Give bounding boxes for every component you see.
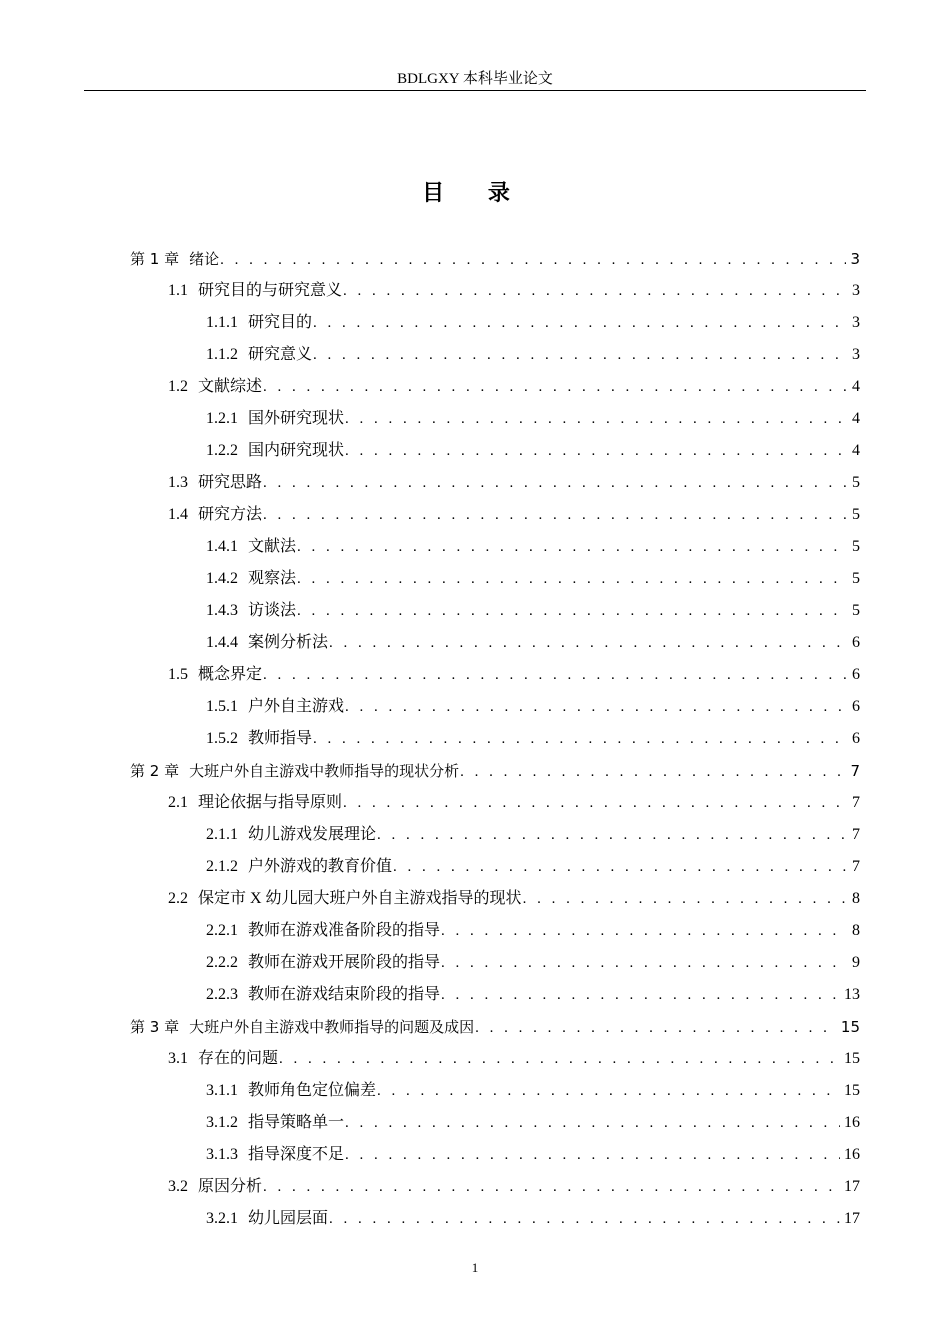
toc-entry-title: 教师在游戏结束阶段的指导 bbox=[248, 986, 441, 1003]
dot-leader bbox=[297, 563, 848, 595]
toc-entry-title: 教师在游戏开展阶段的指导 bbox=[248, 954, 441, 971]
dot-leader bbox=[263, 371, 848, 403]
toc-entry-label bbox=[168, 1043, 278, 1075]
toc-entry-title: 户外游戏的教育价值 bbox=[248, 858, 393, 875]
toc-entry[interactable] bbox=[130, 947, 860, 979]
toc-entry-label bbox=[168, 1171, 262, 1203]
toc-entry[interactable] bbox=[130, 467, 860, 499]
toc-entry-page: 4 bbox=[852, 410, 860, 427]
toc-entry-page: 5 bbox=[852, 506, 860, 523]
toc-entry-label bbox=[206, 947, 440, 979]
toc-entry-title: 原因分析 bbox=[198, 1178, 263, 1195]
toc-entry-title: 研究思路 bbox=[198, 474, 263, 491]
dot-leader bbox=[523, 883, 848, 915]
toc-entry-number: 1.2.2 bbox=[206, 442, 238, 459]
dot-leader bbox=[460, 756, 846, 788]
toc-title: 目 录 bbox=[422, 181, 528, 206]
toc-entry-number: 第 1 章 bbox=[130, 250, 180, 268]
toc-entry[interactable] bbox=[130, 1075, 860, 1107]
toc-entry-title: 幼儿园层面 bbox=[248, 1210, 329, 1227]
toc-entry-title: 幼儿游戏发展理论 bbox=[248, 826, 377, 843]
toc-entry-number: 2.2.3 bbox=[206, 986, 238, 1003]
toc-entry-label bbox=[168, 467, 262, 499]
dot-leader bbox=[345, 1139, 840, 1171]
toc-entry-label bbox=[130, 243, 219, 275]
dot-leader bbox=[263, 499, 848, 531]
toc-entry-title: 文献综述 bbox=[198, 378, 263, 395]
toc-entry-title: 研究方法 bbox=[198, 506, 263, 523]
toc-entry[interactable] bbox=[130, 339, 860, 371]
toc-entry-page: 6 bbox=[852, 698, 860, 715]
toc-entry-page: 4 bbox=[852, 378, 860, 395]
toc-entry-page: 3 bbox=[850, 250, 860, 268]
dot-leader bbox=[377, 819, 848, 851]
toc-entry-number: 1.3 bbox=[168, 474, 188, 491]
dot-leader bbox=[263, 1171, 840, 1203]
dot-leader bbox=[263, 467, 848, 499]
toc-entry-page: 16 bbox=[844, 1114, 860, 1131]
toc-entry-number: 1.4.1 bbox=[206, 538, 238, 555]
dot-leader bbox=[343, 275, 848, 307]
toc-entry-label bbox=[206, 339, 312, 371]
toc-entry-number: 3.2.1 bbox=[206, 1210, 238, 1227]
toc-entry[interactable] bbox=[130, 819, 860, 851]
toc-entry-page: 6 bbox=[852, 730, 860, 747]
toc-entry-label bbox=[206, 1139, 344, 1171]
toc-entry-page: 6 bbox=[852, 634, 860, 651]
toc-entry[interactable] bbox=[130, 755, 860, 787]
toc-entry-page: 9 bbox=[852, 954, 860, 971]
toc-entry-title: 大班户外自主游戏中教师指导的现状分析 bbox=[189, 762, 460, 780]
toc-entry-title: 户外自主游戏 bbox=[248, 698, 345, 715]
toc-entry-label bbox=[206, 627, 328, 659]
toc-entry-title: 大班户外自主游戏中教师指导的问题及成因 bbox=[189, 1018, 475, 1036]
toc-entry-number: 3.1.2 bbox=[206, 1114, 238, 1131]
toc-entry[interactable] bbox=[130, 883, 860, 915]
toc-entry-title: 指导策略单一 bbox=[248, 1114, 345, 1131]
toc-entry-number: 第 2 章 bbox=[130, 762, 180, 780]
toc-entry-page: 7 bbox=[852, 858, 860, 875]
toc-entry-page: 4 bbox=[852, 442, 860, 459]
toc-entry[interactable] bbox=[130, 851, 860, 883]
toc-entry-number: 2.2.1 bbox=[206, 922, 238, 939]
toc-entry-page: 7 bbox=[852, 826, 860, 843]
toc-entry[interactable] bbox=[130, 531, 860, 563]
toc-entry-number: 2.1 bbox=[168, 794, 188, 811]
toc-entry-label bbox=[206, 435, 344, 467]
toc-entry-label bbox=[206, 531, 296, 563]
toc-entry-number: 1.4.4 bbox=[206, 634, 238, 651]
toc-entry[interactable] bbox=[130, 499, 860, 531]
dot-leader bbox=[329, 627, 848, 659]
toc-entry-number: 1.5.2 bbox=[206, 730, 238, 747]
toc-entry[interactable] bbox=[130, 403, 860, 435]
toc-entry-title: 教师在游戏准备阶段的指导 bbox=[248, 922, 441, 939]
dot-leader bbox=[475, 1012, 837, 1044]
page-header: BDLGXY 本科毕业论文 bbox=[84, 68, 866, 91]
dot-leader bbox=[441, 915, 848, 947]
toc-entry-page: 5 bbox=[852, 602, 860, 619]
toc-entry-number: 2.2 bbox=[168, 890, 188, 907]
toc-entry[interactable] bbox=[130, 1043, 860, 1075]
dot-leader bbox=[220, 244, 846, 276]
toc-entry-label bbox=[130, 1011, 474, 1043]
toc-entry-page: 16 bbox=[844, 1146, 860, 1163]
dot-leader bbox=[313, 339, 848, 371]
toc-entry-number: 1.5.1 bbox=[206, 698, 238, 715]
dot-leader bbox=[393, 851, 848, 883]
toc-entry[interactable] bbox=[130, 1203, 860, 1235]
toc-entry-title: 理论依据与指导原则 bbox=[198, 794, 343, 811]
dot-leader bbox=[279, 1043, 840, 1075]
toc-entry[interactable] bbox=[130, 371, 860, 403]
toc-entry-label bbox=[206, 691, 344, 723]
toc-entry-page: 7 bbox=[850, 762, 860, 780]
toc-entry-title: 概念界定 bbox=[198, 666, 263, 683]
toc-entry-page: 5 bbox=[852, 538, 860, 555]
toc-entry-label bbox=[130, 755, 459, 787]
toc-entry-label bbox=[206, 1107, 344, 1139]
toc-entry-number: 1.4 bbox=[168, 506, 188, 523]
toc-entry[interactable] bbox=[130, 243, 860, 275]
toc-entry[interactable] bbox=[130, 1107, 860, 1139]
toc-entry-label bbox=[168, 659, 262, 691]
toc-entry-label bbox=[206, 979, 440, 1011]
toc-entry-page: 15 bbox=[840, 1018, 860, 1036]
toc-entry[interactable] bbox=[130, 275, 860, 307]
toc-entry-number: 3.1 bbox=[168, 1050, 188, 1067]
toc-entry-label bbox=[168, 499, 262, 531]
toc-entry-page: 13 bbox=[844, 986, 860, 1003]
dot-leader bbox=[345, 403, 848, 435]
toc-entry[interactable] bbox=[130, 1171, 860, 1203]
dot-leader bbox=[297, 531, 848, 563]
toc-entry-page: 7 bbox=[852, 794, 860, 811]
toc-entry-number: 3.1.3 bbox=[206, 1146, 238, 1163]
toc-entry[interactable] bbox=[130, 1011, 860, 1043]
toc-entry-page: 5 bbox=[852, 570, 860, 587]
toc-entry-number: 1.1.1 bbox=[206, 314, 238, 331]
dot-leader bbox=[329, 1203, 840, 1235]
toc-entry-number: 2.2.2 bbox=[206, 954, 238, 971]
toc-entry-label bbox=[206, 403, 344, 435]
toc-entry-page: 8 bbox=[852, 922, 860, 939]
toc-entry-number: 1.4.3 bbox=[206, 602, 238, 619]
toc-entry-label bbox=[206, 563, 296, 595]
dot-leader bbox=[441, 979, 840, 1011]
toc-entry-title: 存在的问题 bbox=[198, 1050, 279, 1067]
dot-leader bbox=[345, 435, 848, 467]
toc-entry-title: 访谈法 bbox=[248, 602, 297, 619]
toc-entry[interactable] bbox=[130, 435, 860, 467]
toc-entry[interactable] bbox=[130, 627, 860, 659]
toc-entry-number: 3.1.1 bbox=[206, 1082, 238, 1099]
toc-entry[interactable] bbox=[130, 787, 860, 819]
dot-leader bbox=[263, 659, 848, 691]
toc-entry-label bbox=[168, 883, 522, 915]
toc-entry-label bbox=[206, 1075, 376, 1107]
toc-entry-number: 1.2 bbox=[168, 378, 188, 395]
dot-leader bbox=[345, 1107, 840, 1139]
toc-entry-label bbox=[206, 307, 312, 339]
toc-entry-title: 案例分析法 bbox=[248, 634, 329, 651]
toc-entry-title: 研究目的 bbox=[248, 314, 313, 331]
toc-entry-title: 研究意义 bbox=[248, 346, 313, 363]
toc-entry-label bbox=[168, 787, 342, 819]
dot-leader bbox=[441, 947, 848, 979]
toc-entry-page: 17 bbox=[844, 1210, 860, 1227]
toc-entry-page: 6 bbox=[852, 666, 860, 683]
dot-leader bbox=[377, 1075, 840, 1107]
toc-entry-page: 8 bbox=[852, 890, 860, 907]
dot-leader bbox=[343, 787, 848, 819]
toc-entry-title: 观察法 bbox=[248, 570, 297, 587]
dot-leader bbox=[313, 307, 848, 339]
toc-entry-number: 第 3 章 bbox=[130, 1018, 180, 1036]
toc-entry-page: 17 bbox=[844, 1178, 860, 1195]
dot-leader bbox=[345, 691, 848, 723]
toc-entry-page: 15 bbox=[844, 1050, 860, 1067]
toc-entry-title: 教师角色定位偏差 bbox=[248, 1082, 377, 1099]
toc-entry-number: 1.2.1 bbox=[206, 410, 238, 427]
toc-entry[interactable] bbox=[130, 563, 860, 595]
toc-entry-number: 3.2 bbox=[168, 1178, 188, 1195]
toc-entry-number: 1.5 bbox=[168, 666, 188, 683]
toc-entry[interactable] bbox=[130, 723, 860, 755]
toc-entry-label bbox=[206, 723, 312, 755]
toc-entry-label bbox=[168, 275, 342, 307]
toc-entry-title: 国外研究现状 bbox=[248, 410, 345, 427]
dot-leader bbox=[297, 595, 848, 627]
toc-entry[interactable] bbox=[130, 979, 860, 1011]
toc-entry-page: 5 bbox=[852, 474, 860, 491]
toc-entry[interactable] bbox=[130, 659, 860, 691]
toc-entry[interactable] bbox=[130, 307, 860, 339]
toc-entry-number: 1.4.2 bbox=[206, 570, 238, 587]
toc-entry-label bbox=[206, 595, 296, 627]
toc-entry-number: 1.1 bbox=[168, 282, 188, 299]
toc-entry[interactable] bbox=[130, 691, 860, 723]
toc-entry[interactable] bbox=[130, 1139, 860, 1171]
toc-entry-label bbox=[206, 851, 392, 883]
toc-entry-label bbox=[206, 915, 440, 947]
toc-entry-label bbox=[206, 1203, 328, 1235]
toc-entry[interactable] bbox=[130, 595, 860, 627]
page-number: 1 bbox=[471, 1260, 479, 1275]
toc-entry-title: 指导深度不足 bbox=[248, 1146, 345, 1163]
toc-entry-label bbox=[206, 819, 376, 851]
toc-entry-page: 3 bbox=[852, 346, 860, 363]
toc-entry-title: 研究目的与研究意义 bbox=[198, 282, 343, 299]
toc-entry-number: 2.1.2 bbox=[206, 858, 238, 875]
toc-entry-page: 3 bbox=[852, 314, 860, 331]
toc-entry-title: 保定市 X 幼儿园大班户外自主游戏指导的现状 bbox=[198, 890, 522, 907]
toc-entry-title: 绪论 bbox=[189, 250, 220, 268]
toc-entry-page: 3 bbox=[852, 282, 860, 299]
dot-leader bbox=[313, 723, 848, 755]
toc-entry-title: 教师指导 bbox=[248, 730, 313, 747]
toc-entry-number: 1.1.2 bbox=[206, 346, 238, 363]
toc-entry-title: 文献法 bbox=[248, 538, 297, 555]
toc-entry-number: 2.1.1 bbox=[206, 826, 238, 843]
toc-entry-page: 15 bbox=[844, 1082, 860, 1099]
table-of-contents bbox=[130, 243, 860, 1235]
toc-entry-label bbox=[168, 371, 262, 403]
toc-entry-title: 国内研究现状 bbox=[248, 442, 345, 459]
toc-entry[interactable] bbox=[130, 915, 860, 947]
